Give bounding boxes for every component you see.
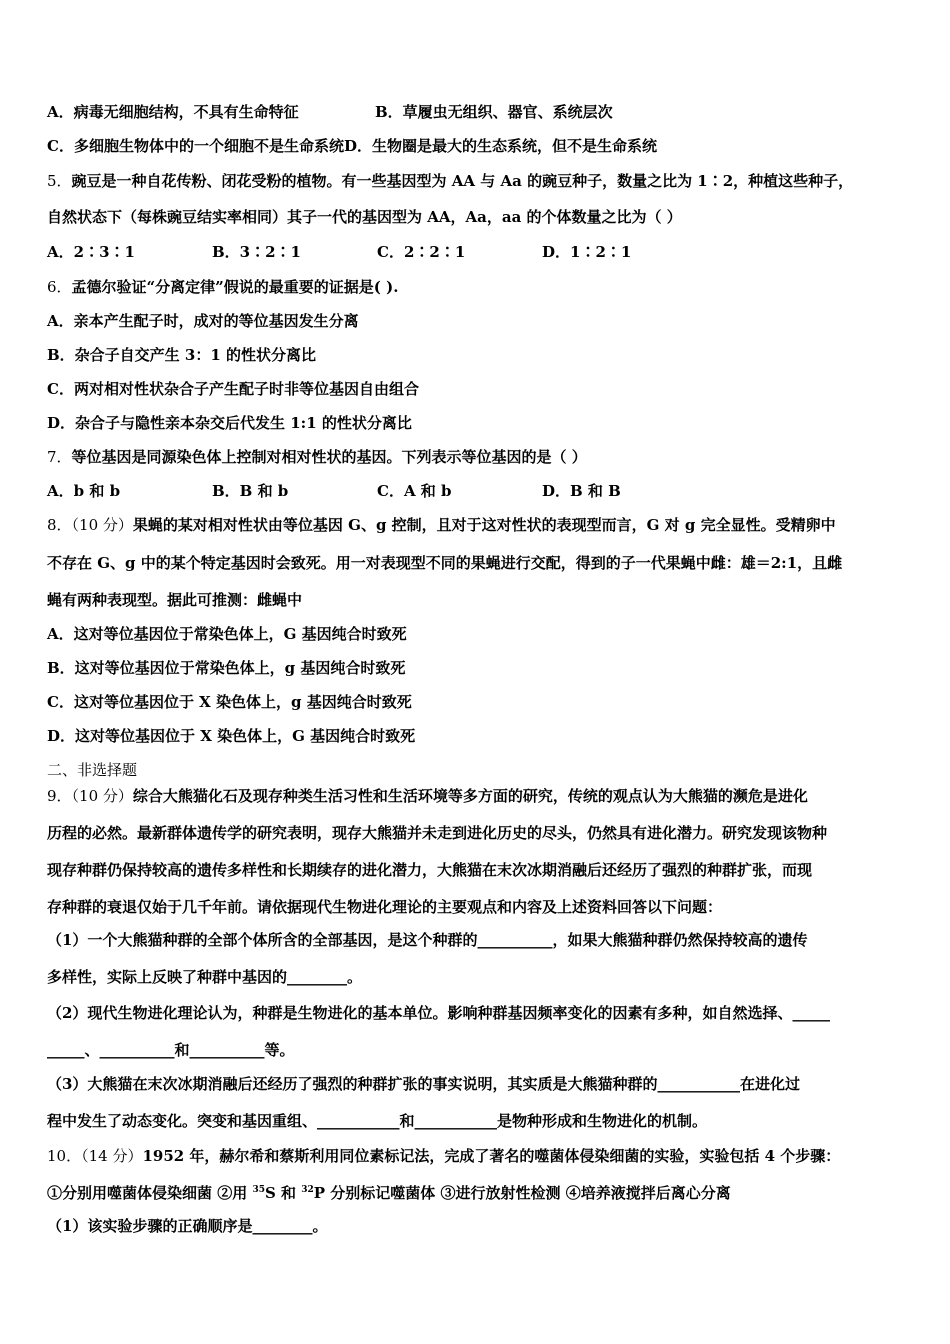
q5-stem-line1 [47,171,853,191]
q10-stem-line1 [47,1146,840,1166]
q8-stem-line1 [47,515,836,535]
q10-part1: （1）该实验步骤的正确顺序是________。 [47,1217,328,1235]
q10-number: 10．（14 分） [47,1147,143,1165]
q4-option-a: A．病毒无细胞结构，不具有生命特征 [47,103,299,121]
q9-part3-line1: （3）大熊猫在末次冰期消融后还经历了强烈的种群扩张的事实说明，其实质是大熊猫种群的___________在进化过 [47,1075,800,1093]
q10-text1: 1952 年，赫尔希和蔡斯利用同位素标记法，完成了著名的噬菌体侵染细菌的实验，实验包括 4 个步骤： [142,1147,841,1165]
q9-number: 9．（10 分） [47,787,133,805]
q10-steps [47,1183,731,1203]
q6-text: 孟德尔验证“分离定律”假说的最重要的证据是( ). [71,278,399,296]
q5-stem-line2: 自然状态下（每株豌豆结实率相同）其子一代的基因型为 AA，Aa，aa 的个体数量之比为（ ） [47,208,682,226]
q9-part1-line2: 多样性，实际上反映了种群中基因的________。 [47,968,363,986]
q6-option-c: C．两对相对性状杂合子产生配子时非等位基因自由组合 [47,380,419,398]
q7-option-c: C．A 和 b [377,482,452,500]
q5-option-d: D．1∶2∶1 [542,243,632,261]
q9-stem-line1 [47,786,808,806]
q10-sup-35: 35 [252,1185,265,1195]
q6-option-b: B．杂合子自交产生 3：1 的性状分离比 [47,346,316,364]
q9-stem-line3: 现存种群仍保持较高的遗传多样性和长期续存的进化潜力，大熊猫在末次冰期消融后还经历了强烈的种群扩张，而现 [47,861,813,879]
q5-option-a: A．2∶3∶1 [47,243,135,261]
q7-option-b: B．B 和 b [212,482,289,500]
q4-option-cd: C．多细胞生物体中的一个细胞不是生命系统D．生物圈是最大的生态系统，但不是生命系统 [47,137,657,155]
q8-stem-line3: 蝇有两种表现型。据此可推测：雌蝇中 [47,591,303,609]
q6-option-a: A．亲本产生配子时，成对的等位基因发生分离 [47,312,359,330]
q9-part2-line1: （2）现代生物进化理论认为，种群是生物进化的基本单位。影响种群基因频率变化的因素有多种，如自然选择、_____ [47,1004,830,1022]
q6-stem [47,277,398,297]
section-heading: 二、非选择题 [47,761,138,779]
q9-part1-line1: （1）一个大熊猫种群的全部个体所含的全部基因，是这个种群的__________，如果大熊猫种群仍然保持较高的遗传 [47,931,808,949]
q6-number: 6． [47,278,72,296]
q9-part2-line2: _____、__________和__________等。 [47,1041,295,1059]
q9-part3-line2: 程中发生了动态变化。突变和基因重组、___________和___________是物种形成和生物进化的机制。 [47,1112,708,1130]
q8-option-c: C．这对等位基因位于 X 染色体上，g 基因纯合时致死 [47,693,412,711]
q8-option-d: D．这对等位基因位于 X 染色体上，G 基因纯合时致死 [47,727,416,745]
q8-option-a: A．这对等位基因位于常染色体上，G 基因纯合时致死 [47,625,407,643]
q5-text1: 豌豆是一种自花传粉、闭花受粉的植物。有一些基因型为 AA 与 Aa 的豌豆种子，数量之比为 1∶2，种植这些种子， [71,172,854,190]
q7-stem [47,447,587,467]
q9-stem-line4: 存种群的衰退仅始于几千年前。请依据现代生物进化理论的主要观点和内容及上述资料回答以下问题： [47,898,723,916]
q7-text: 等位基因是同源染色体上控制对相对性状的基因。下列表示等位基因的是（ ） [71,448,587,466]
q5-option-c: C．2∶2∶1 [377,243,466,261]
q10-steps-b: S 和 [264,1184,302,1202]
q8-stem-line2: 不存在 G、g 中的某个特定基因时会致死。用一对表现型不同的果蝇进行交配，得到的子一代果蝇中雌：雄＝2:1，且雌 [47,554,843,572]
q5-option-b: B．3∶2∶1 [212,243,301,261]
q8-number: 8．（10 分） [47,516,133,534]
q8-option-b: B．这对等位基因位于常染色体上，g 基因纯合时致死 [47,659,406,677]
q7-option-d: D．B 和 B [542,482,621,500]
q6-option-d: D．杂合子与隐性亲本杂交后代发生 1:1 的性状分离比 [47,414,412,432]
q7-option-a: A．b 和 b [47,482,121,500]
q9-text1: 综合大熊猫化石及现存种类生活习性和生活环境等多方面的研究，传统的观点认为大熊猫的濒危是进化 [132,787,808,805]
q10-sup-32: 32 [301,1185,314,1195]
q7-number: 7． [47,448,72,466]
q10-steps-c: P 分别标记噬菌体 ③进行放射性检测 ④培养液搅拌后离心分离 [313,1184,731,1202]
q5-number: 5． [47,172,72,190]
q4-option-b: B．草履虫无组织、器官、系统层次 [375,103,613,121]
q10-steps-a: ①分别用噬菌体侵染细菌 ②用 [47,1184,253,1202]
q8-text1: 果蝇的某对相对性状由等位基因 G、g 控制，且对于这对性状的表现型而言，G 对 g 完全显性。受精卵中 [132,516,836,534]
q9-stem-line2: 历程的必然。最新群体遗传学的研究表明，现存大熊猫并未走到进化历史的尽头，仍然具有进化潜力。研究发现该物种 [47,824,828,842]
